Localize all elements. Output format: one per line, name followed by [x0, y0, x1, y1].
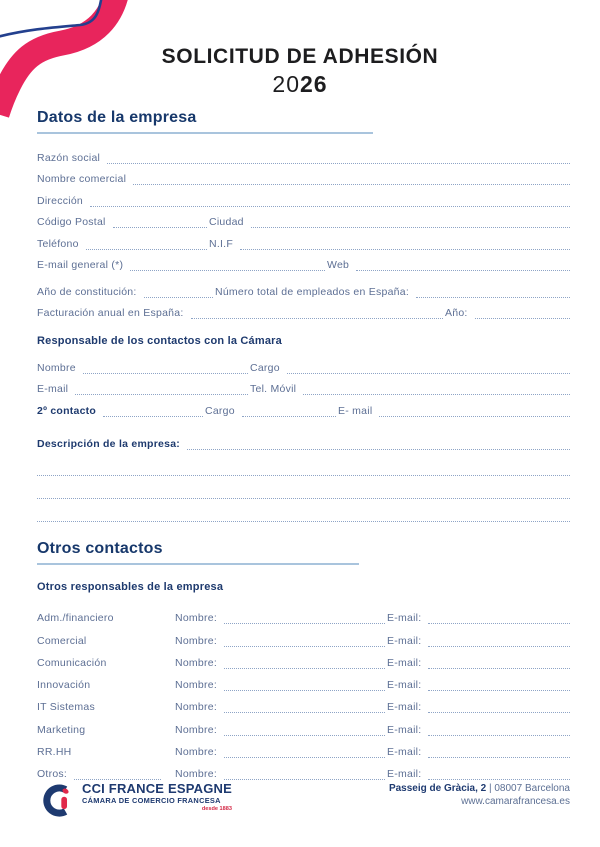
facturacion-field[interactable]	[191, 306, 443, 319]
otros-responsables-heading: Otros responsables de la empresa	[37, 581, 224, 593]
empresa-fields	[37, 143, 570, 320]
codigo-postal-label: Código Postal	[37, 216, 106, 228]
email-label: E-mail:	[387, 746, 422, 759]
contact-row	[37, 625, 570, 647]
comunicacion-email-field[interactable]	[428, 656, 570, 669]
ciudad-label: Ciudad	[209, 216, 244, 228]
email-label: E-mail:	[387, 679, 422, 692]
descripcion-label: Descripción de la empresa:	[37, 438, 181, 450]
field-row	[37, 277, 570, 299]
page-title: SOLICITUD DE ADHESIÓN	[161, 45, 439, 68]
resp-cargo-label: Cargo	[250, 361, 280, 374]
role-label: Marketing	[37, 723, 86, 736]
comunicacion-nombre-field[interactable]	[224, 656, 385, 669]
role-label-otros	[37, 767, 175, 781]
resp-tel-movil-label: Tel. Móvil	[250, 383, 297, 395]
descripcion-field-line3[interactable]	[37, 486, 570, 499]
field-row	[37, 208, 570, 230]
nombre-label: Nombre:	[175, 723, 218, 736]
address-line	[389, 782, 570, 795]
it-sistemas-nombre-field[interactable]	[224, 700, 385, 713]
email-label: E-mail:	[387, 701, 422, 714]
email-general-field[interactable]	[130, 258, 325, 271]
web-field[interactable]	[356, 258, 570, 271]
segundo-email-label: E- mail	[338, 404, 373, 417]
field-row	[37, 353, 570, 375]
resp-nombre-field[interactable]	[83, 361, 248, 374]
segundo-cargo-field[interactable]	[242, 404, 336, 417]
contact-row	[37, 670, 570, 692]
role-label: Comunicación	[37, 656, 107, 669]
rrhh-email-field[interactable]	[428, 745, 570, 758]
descripcion-line	[37, 500, 570, 523]
section-heading-otros: Otros contactos	[37, 540, 359, 565]
anio-field[interactable]	[475, 306, 570, 319]
email-label: E-mail:	[387, 612, 422, 625]
num-empleados-field[interactable]	[416, 285, 570, 298]
marketing-email-field[interactable]	[428, 723, 570, 736]
direccion-label: Dirección	[37, 194, 84, 207]
email-label: E-mail:	[387, 634, 422, 647]
otros-nombre-field[interactable]	[224, 767, 385, 780]
segundo-contacto-field[interactable]	[103, 404, 203, 417]
nombre-comercial-label: Nombre comercial	[37, 173, 127, 185]
address-street: Passeig de Gràcia, 2	[388, 783, 487, 794]
year-prefix: 20	[272, 71, 300, 97]
descripcion-line	[37, 477, 570, 500]
role-label: Adm./financiero	[37, 612, 114, 625]
descripcion-field-line1[interactable]	[187, 437, 570, 450]
num-empleados-label: Número total de empleados en España:	[215, 285, 410, 298]
descripcion-field-line4[interactable]	[37, 509, 570, 522]
field-row	[37, 143, 570, 165]
nombre-label: Nombre:	[175, 634, 218, 647]
nombre-comercial-field[interactable]	[133, 172, 570, 185]
brand-ribbon-icon	[0, 0, 150, 118]
otros-email-field[interactable]	[428, 767, 570, 780]
responsable-fields	[37, 353, 570, 418]
footer-address	[389, 782, 570, 808]
section-heading-empresa: Datos de la empresa	[37, 109, 373, 134]
innovacion-email-field[interactable]	[428, 678, 570, 691]
anio-constitucion-field[interactable]	[144, 285, 213, 298]
cci-logo	[37, 782, 232, 820]
descripcion-row	[37, 430, 570, 452]
responsable-heading: Responsable de los contactos con la Cámara	[37, 335, 282, 347]
field-row	[37, 251, 570, 273]
field-row	[37, 375, 570, 397]
resp-email-label: E-mail	[37, 383, 69, 395]
adm-financiero-nombre-field[interactable]	[224, 611, 385, 624]
otros-role-field[interactable]	[74, 767, 161, 780]
email-general-label: E-mail general (*)	[37, 259, 124, 271]
role-label: Otros:	[37, 768, 68, 781]
year-suffix: 26	[300, 71, 328, 97]
comercial-email-field[interactable]	[428, 634, 570, 647]
razon-social-label: Razón social	[37, 151, 101, 164]
contact-row	[37, 603, 570, 625]
role-label: IT Sistemas	[37, 701, 95, 714]
web-label: Web	[327, 259, 350, 271]
website-link[interactable]: www.camarafrancesa.es	[461, 796, 570, 807]
nombre-label: Nombre:	[175, 768, 218, 781]
telefono-label: Teléfono	[37, 237, 79, 250]
innovacion-nombre-field[interactable]	[224, 678, 385, 691]
field-row	[37, 229, 570, 251]
nombre-label: Nombre:	[175, 679, 218, 692]
email-label: E-mail:	[387, 723, 422, 736]
contact-row	[37, 692, 570, 714]
logo-name: CCI FRANCE ESPAGNE	[82, 781, 232, 796]
marketing-nombre-field[interactable]	[224, 723, 385, 736]
comercial-nombre-field[interactable]	[224, 634, 385, 647]
otros-contactos-table	[37, 603, 570, 781]
email-label: E-mail:	[387, 656, 422, 669]
it-sistemas-email-field[interactable]	[428, 700, 570, 713]
nombre-label: Nombre:	[175, 612, 218, 625]
field-row	[37, 299, 570, 321]
codigo-postal-field[interactable]	[113, 215, 207, 228]
resp-tel-movil-field[interactable]	[303, 382, 570, 395]
segundo-cargo-label: Cargo	[205, 404, 235, 417]
anio-constitucion-label: Año de constitución:	[37, 285, 137, 298]
role-label: Innovación	[37, 679, 91, 692]
nombre-label: Nombre:	[175, 701, 218, 714]
descripcion-field-line2[interactable]	[37, 463, 570, 476]
direccion-field[interactable]	[90, 194, 570, 207]
field-row	[37, 165, 570, 187]
cci-logo-text	[82, 782, 232, 813]
address-city: 08007 Barcelona	[494, 783, 570, 794]
anio-label: Año:	[445, 307, 468, 319]
nif-field[interactable]	[240, 237, 570, 250]
role-label: Comercial	[37, 634, 87, 647]
razon-social-field[interactable]	[107, 151, 570, 164]
field-row	[37, 396, 570, 418]
field-row	[37, 186, 570, 208]
logo-since: desde 1883	[201, 806, 232, 812]
email-label: E-mail:	[387, 768, 422, 781]
page-footer	[37, 782, 570, 820]
rrhh-nombre-field[interactable]	[224, 745, 385, 758]
facturacion-label: Facturación anual en España:	[37, 307, 184, 319]
resp-nombre-label: Nombre	[37, 361, 76, 374]
resp-email-field[interactable]	[75, 382, 248, 395]
nombre-label: Nombre:	[175, 656, 218, 669]
contact-row	[37, 648, 570, 670]
resp-cargo-field[interactable]	[287, 361, 570, 374]
contact-row	[37, 714, 570, 736]
cci-logo-icon	[37, 782, 75, 820]
adm-financiero-email-field[interactable]	[428, 611, 570, 624]
contact-row	[37, 737, 570, 759]
ciudad-field[interactable]	[251, 215, 570, 228]
address-separator: |	[486, 783, 495, 794]
segundo-contacto-label: 2º contacto	[37, 404, 97, 417]
role-label: RR.HH	[37, 746, 72, 759]
descripcion-line	[37, 454, 570, 477]
logo-subtitle: CÁMARA DE COMERCIO FRANCESA	[82, 796, 221, 805]
telefono-field[interactable]	[86, 237, 207, 250]
nif-label: N.I.F	[209, 237, 233, 250]
contact-row	[37, 759, 570, 781]
nombre-label: Nombre:	[175, 746, 218, 759]
segundo-email-field[interactable]	[379, 404, 570, 417]
